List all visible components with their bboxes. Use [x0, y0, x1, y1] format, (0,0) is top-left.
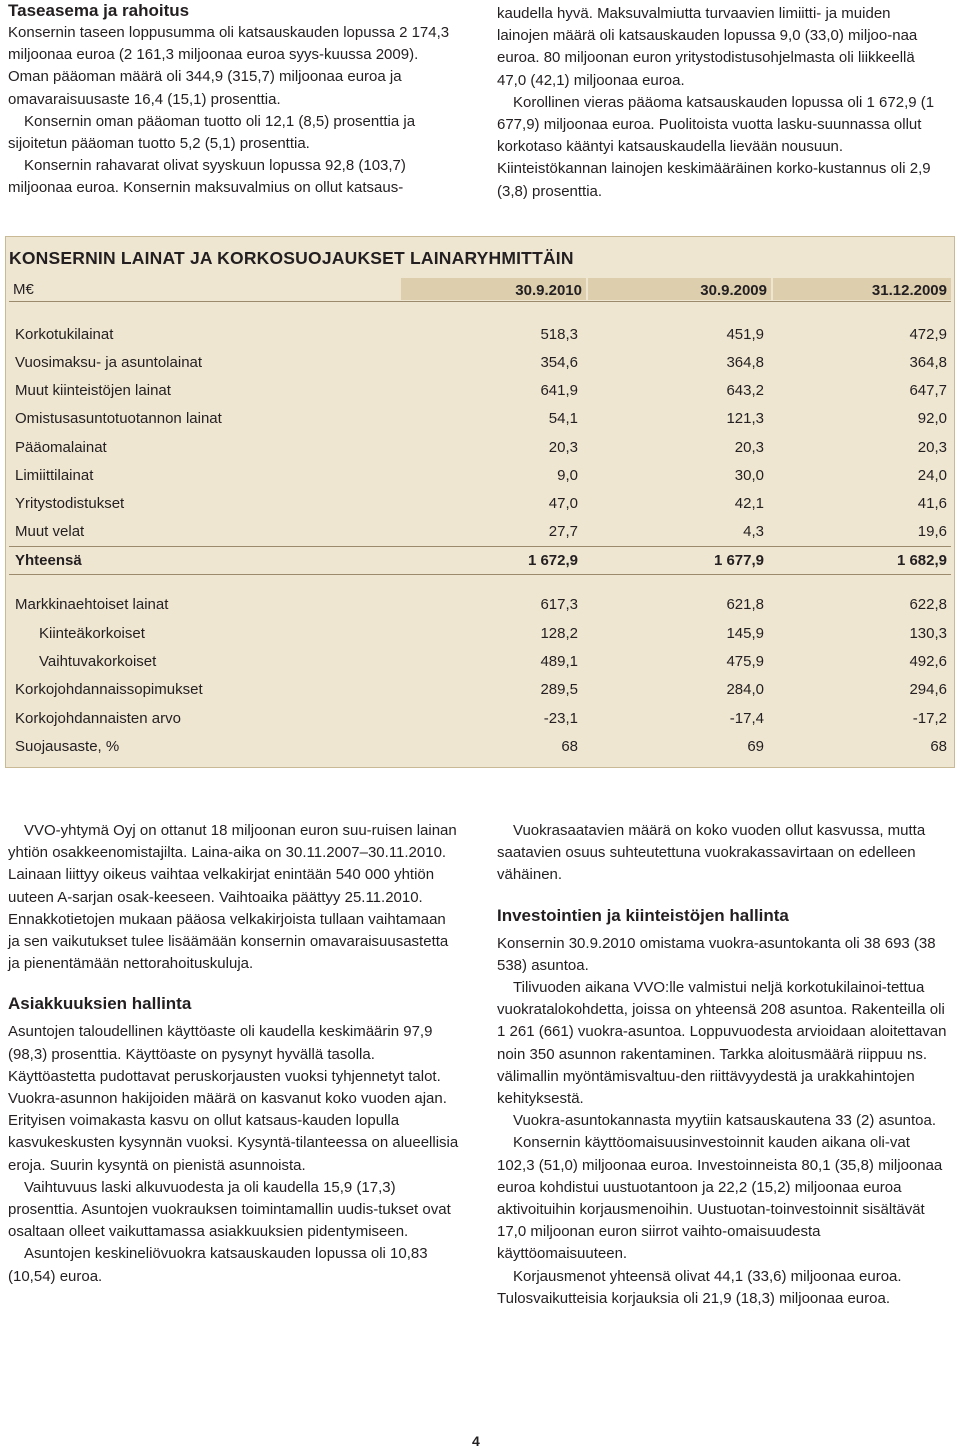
column-header-30-9-2010: 30.9.2010 [401, 278, 586, 300]
cell-value: 130,3 [909, 625, 947, 642]
table-row [9, 679, 951, 701]
row-label: Yhteensä [15, 552, 82, 569]
row-label: Vaihtuvakorkoiset [39, 653, 157, 670]
cell-value: 47,0 [548, 495, 578, 512]
cell-value: 92,0 [917, 410, 947, 427]
cell-value: 472,9 [909, 326, 947, 343]
cell-value: 30,0 [734, 467, 764, 484]
cell-value: 354,6 [540, 354, 578, 371]
table-row [9, 324, 951, 346]
row-label: Yritystodistukset [15, 495, 125, 512]
column-header-30-9-2009: 30.9.2009 [588, 278, 771, 300]
cell-value: 647,7 [909, 382, 947, 399]
row-label: Suojausaste, % [15, 738, 120, 755]
row-label: Markkinaehtoiset lainat [15, 596, 169, 613]
row-label: Muut velat [15, 523, 85, 540]
table-row [9, 594, 951, 616]
bottom-right-column [497, 820, 947, 1310]
paragraph: Korollinen vieras pääoma katsauskauden lopussa oli 1 672,9 (1 677,9) miljoonaa euroa. Puolitoista vuotta lasku-suunnassa ollut korkotaso kääntyi katsauskaudella lievään nousuun. Kiinteistökannan lainojen keskimääräinen korko-kustannus oli 2,9 (3,8) prosenttia. [497, 93, 935, 200]
cell-value: -23,1 [543, 710, 578, 727]
row-label: Limiittilainat [15, 467, 94, 484]
paragraph: Konsernin 30.9.2010 omistama vuokra-asuntokanta oli 38 693 (38 538) asuntoa. [497, 934, 936, 974]
cell-value: 289,5 [540, 681, 578, 698]
cell-value: 41,6 [917, 495, 947, 512]
row-label: Korkojohdannaisten arvo [15, 710, 181, 727]
cell-value: 364,8 [909, 354, 947, 371]
cell-value: 145,9 [726, 625, 764, 642]
cell-value: 617,3 [540, 596, 578, 613]
table-row [9, 437, 951, 459]
cell-value: 69 [747, 738, 764, 755]
cell-value: 451,9 [726, 326, 764, 343]
cell-value: 492,6 [909, 653, 947, 670]
paragraph: Asuntojen taloudellinen käyttöaste oli kaudella keskimäärin 97,9 (98,3) prosenttia. Käyttöaste on pysynyt hyvällä tasolla. Käyttöastetta pudottavat peruskorjausten vuoksi tyhjennetyt talot. Vuokra-asunnon hakijoiden määrä on kasvanut koko vuoden ajan. Erityisen voimakasta kasvu on ollut katsaus-kauden lopulla kasvukeskusten kysynnän vuoksi. Kysyntä-tilanteessa on alueellisia eroja. Suurin kysyntä on pienistä asunnoista. [8, 1023, 459, 1174]
cell-value: 19,6 [917, 523, 947, 540]
table-row [9, 493, 951, 515]
row-label: Kiinteäkorkoiset [39, 625, 145, 642]
total-rule-top [9, 546, 951, 547]
paragraph: Vuokrasaatavien määrä on koko vuoden ollut kasvussa, mutta saatavien osuus suhteutettuna vuokrakassavirtaan on edelleen vähäinen. [497, 822, 926, 884]
cell-value: 4,3 [743, 523, 764, 540]
cell-value: 24,0 [917, 467, 947, 484]
cell-value: 284,0 [726, 681, 764, 698]
paragraph: VVO-yhtymä Oyj on ottanut 18 miljoonan euron suu-ruisen lainan yhtiön osakkeenomistajilta. Laina-aika on 30.11.2007–30.11.2010. Lainaan liittyy oikeus vaihtaa velkakirjat enintään 540 000 yhtiön uuteen A-sarjan osak-keeseen. Vaihtoaika päättyy 25.11.2010. Ennakkotietojen mukaan pääosa velkakirjoista tullaan vaihtamaan ja sen vaikutukset tulee lisäämään konsernin omavaraisuusastetta ja pienentämään nettorahoituskuluja. [8, 822, 457, 973]
paragraph: Vaihtuvuus laski alkuvuodesta ja oli kaudella 15,9 (17,3) prosenttia. Asuntojen vuokrauksen toimintamallin uudis-tukset ovat osaltaan olleet vaikuttamassa asiakkuuksien pidentymiseen. [8, 1178, 451, 1241]
paragraph: Konsernin rahavarat olivat syyskuun lopussa 92,8 (103,7) miljoonaa euroa. Konsernin maksuvalmius on ollut katsaus- [8, 157, 406, 197]
cell-value: 20,3 [917, 439, 947, 456]
cell-value: 20,3 [734, 439, 764, 456]
cell-value: 621,8 [726, 596, 764, 613]
section-heading-investments: Investointien ja kiinteistöjen hallinta [497, 905, 789, 925]
paragraph: Konsernin taseen loppusumma oli katsauskauden lopussa 2 174,3 miljoonaa euroa (2 161,3 miljoonaa euroa syys-kuussa 2009). Oman pääoman määrä oli 344,9 (315,7) miljoonaa euroa ja omavaraisuusaste 16,4 (15,1) prosenttia. [8, 24, 450, 108]
section-heading-customers: Asiakkuuksien hallinta [8, 994, 192, 1014]
cell-value: 54,1 [548, 410, 578, 427]
column-header-31-12-2009: 31.12.2009 [773, 278, 951, 300]
cell-value: 9,0 [557, 467, 578, 484]
table-unit-label: M€ [13, 281, 34, 298]
cell-value: 641,9 [540, 382, 578, 399]
row-label: Pääomalainat [15, 439, 107, 456]
top-left-column [8, 0, 454, 200]
cell-value: 20,3 [548, 439, 578, 456]
table-row [9, 408, 951, 430]
paragraph: Konsernin oman pääoman tuotto oli 12,1 (8,5) prosenttia ja sijoitetun pääoman tuotto 5,2 (5,1) prosenttia. [8, 112, 416, 153]
table-row [9, 521, 951, 543]
cell-value: 1 677,9 [713, 552, 764, 569]
table-row [9, 623, 951, 645]
cell-value: -17,2 [912, 710, 947, 727]
table-row [9, 651, 951, 673]
cell-value: 1 672,9 [527, 552, 578, 569]
table-title: KONSERNIN LAINAT JA KORKOSUOJAUKSET LAINARYHMITTÄIN [9, 248, 574, 268]
header-rule [9, 301, 951, 302]
row-label: Korkojohdannaissopimukset [15, 681, 203, 698]
paragraph: kaudella hyvä. Maksuvalmiutta turvaavien limiitti- ja muiden lainojen määrä oli katsauskauden lopussa 9,0 (33,0) miljoo-naa euroa. 80 miljoonan euron yritystodistusohjelmasta oli liikkeellä 47,0 (42,1) miljoonaa euroa. [497, 5, 918, 89]
page-number: 4 [472, 1433, 480, 1449]
paragraph: Konsernin käyttöomaisuusinvestoinnit kauden aikana oli-vat 102,3 (51,0) miljoonaa euroa. Investoinneista 80,1 (35,8) miljoonaa euroa kohdistui uustuotantoon ja 22,2 (15,2) miljoonaa euroa aktivoituihin korjausmenoihin. Uustuotan-toinvestoinnit sisältävät 17,0 miljoonan euron siirrot vaihto-omaisuudesta käyttöomaisuuteen. [497, 1134, 943, 1263]
table-row-total [9, 550, 951, 572]
cell-value: 68 [561, 738, 578, 755]
cell-value: -17,4 [729, 710, 764, 727]
cell-value: 27,7 [548, 523, 578, 540]
top-right-column [497, 3, 945, 203]
row-label: Korkotukilainat [15, 326, 114, 343]
bottom-left-column [8, 820, 460, 1288]
section-heading-financing: Taseasema ja rahoitus [8, 1, 190, 20]
row-label: Muut kiinteistöjen lainat [15, 382, 171, 399]
table-header-row [9, 278, 951, 300]
cell-value: 294,6 [909, 681, 947, 698]
cell-value: 1 682,9 [896, 552, 947, 569]
cell-value: 128,2 [540, 625, 578, 642]
table-row [9, 352, 951, 374]
total-rule-bottom [9, 574, 951, 575]
cell-value: 489,1 [540, 653, 578, 670]
row-label: Omistusasuntotuotannon lainat [15, 410, 222, 427]
table-row [9, 380, 951, 402]
cell-value: 475,9 [726, 653, 764, 670]
table-row [9, 736, 951, 758]
table-row [9, 708, 951, 730]
cell-value: 622,8 [909, 596, 947, 613]
cell-value: 643,2 [726, 382, 764, 399]
row-label: Vuosimaksu- ja asuntolainat [15, 354, 203, 371]
paragraph: Tilivuoden aikana VVO:lle valmistui neljä korkotukilainoi-tettua vuokratalokohdetta, joissa on yhteensä 208 asuntoa. Rakenteilla oli 1 261 (661) vuokra-asuntoa. Loppuvuodesta arvioidaan aloitettavan noin 350 asunnon rakentaminen. Tarkka aloitusmäärä riippuu ns. välimallin myöntämisvaltuu-den riittävyydestä ja urakkahintojen kehityksestä. [497, 979, 947, 1108]
cell-value: 68 [930, 738, 947, 755]
cell-value: 42,1 [734, 495, 764, 512]
cell-value: 121,3 [726, 410, 764, 427]
paragraph: Vuokra-asuntokannasta myytiin katsauskautena 33 (2) asuntoa. [513, 1112, 937, 1130]
paragraph: Korjausmenot yhteensä olivat 44,1 (33,6) miljoonaa euroa. Tulosvaikutteisia korjauksia oli 21,9 (18,3) miljoonaa euroa. [497, 1267, 902, 1307]
paragraph: Asuntojen keskineliövuokra katsauskauden lopussa oli 10,83 (10,54) euroa. [8, 1245, 428, 1285]
cell-value: 364,8 [726, 354, 764, 371]
cell-value: 518,3 [540, 326, 578, 343]
table-row [9, 465, 951, 487]
